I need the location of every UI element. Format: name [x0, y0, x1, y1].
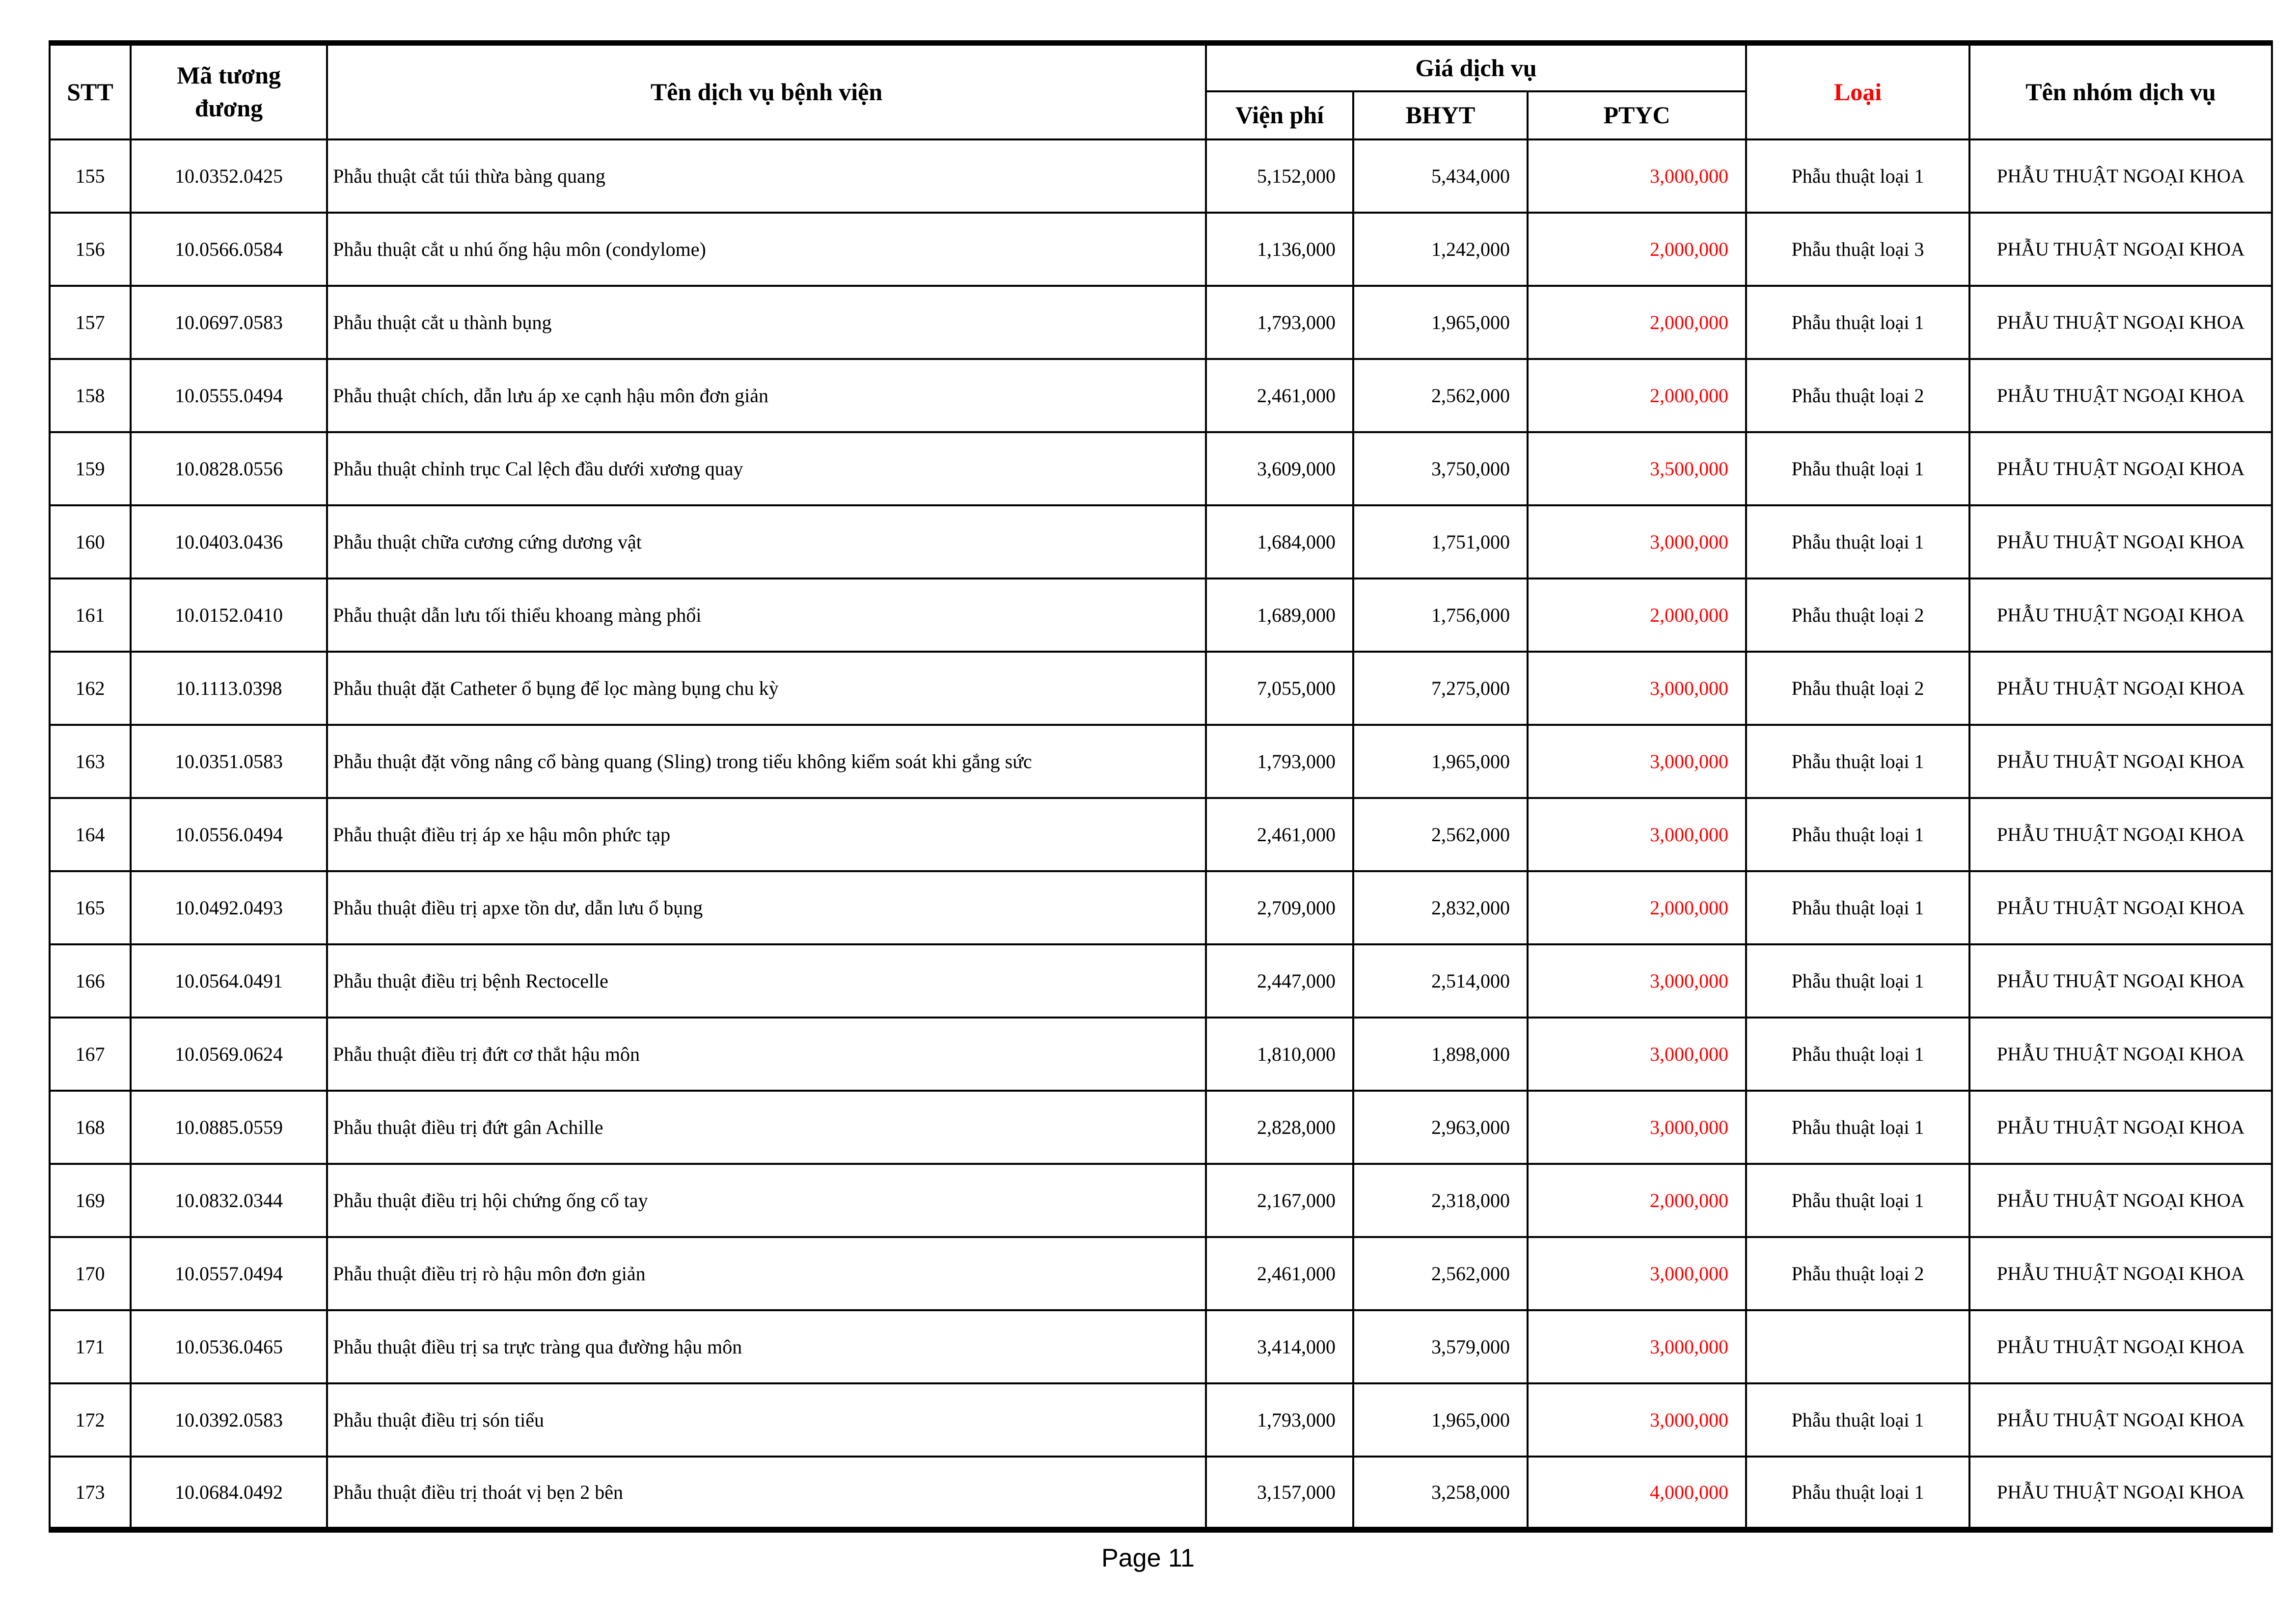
stt-cell: 173 [50, 1457, 131, 1530]
loai-cell: Phẫu thuật loại 1 [1746, 1091, 1969, 1164]
service-name-cell: Phẫu thuật điều trị són tiểu [327, 1383, 1206, 1457]
stt-cell: 163 [50, 725, 131, 798]
service-code-cell: 10.0885.0559 [131, 1091, 327, 1164]
stt-cell: 172 [50, 1383, 131, 1457]
service-name-cell: Phẫu thuật điều trị rò hậu môn đơn giản [327, 1237, 1206, 1310]
service-group-cell: PHẪU THUẬT NGOẠI KHOA [1969, 944, 2272, 1018]
bhyt-cell: 2,514,000 [1353, 944, 1528, 1018]
loai-cell: Phẫu thuật loại 3 [1746, 213, 1969, 286]
loai-cell: Phẫu thuật loại 1 [1746, 1457, 1969, 1530]
ptyc-cell: 2,000,000 [1528, 578, 1746, 652]
table-row [50, 286, 2272, 359]
vien-phi-cell: 2,447,000 [1206, 944, 1353, 1018]
service-name-cell: Phẫu thuật đặt Catheter ổ bụng để lọc màng bụng chu kỳ [327, 652, 1206, 725]
service-group-cell: PHẪU THUẬT NGOẠI KHOA [1969, 505, 2272, 578]
stt-cell: 162 [50, 652, 131, 725]
service-group-cell: PHẪU THUẬT NGOẠI KHOA [1969, 725, 2272, 798]
bhyt-cell: 1,751,000 [1353, 505, 1528, 578]
vien-phi-cell: 1,689,000 [1206, 578, 1353, 652]
header-loai: Loại [1746, 43, 1969, 139]
service-code-cell: 10.0152.0410 [131, 578, 327, 652]
service-name-cell: Phẫu thuật cắt u thành bụng [327, 286, 1206, 359]
bhyt-cell: 2,832,000 [1353, 871, 1528, 944]
service-group-cell: PHẪU THUẬT NGOẠI KHOA [1969, 578, 2272, 652]
service-code-cell: 10.0697.0583 [131, 286, 327, 359]
bhyt-cell: 3,258,000 [1353, 1457, 1528, 1530]
service-name-cell: Phẫu thuật chữa cương cứng dương vật [327, 505, 1206, 578]
service-code-cell: 10.1113.0398 [131, 652, 327, 725]
ptyc-cell: 3,000,000 [1528, 139, 1746, 213]
loai-cell: Phẫu thuật loại 1 [1746, 944, 1969, 1018]
header-vien-phi: Viện phí [1206, 91, 1353, 139]
loai-cell: Phẫu thuật loại 1 [1746, 432, 1969, 505]
table-row [50, 578, 2272, 652]
service-group-cell: PHẪU THUẬT NGOẠI KHOA [1969, 1310, 2272, 1383]
service-group-cell: PHẪU THUẬT NGOẠI KHOA [1969, 1383, 2272, 1457]
service-code-cell: 10.0828.0556 [131, 432, 327, 505]
service-group-cell: PHẪU THUẬT NGOẠI KHOA [1969, 213, 2272, 286]
table-row [50, 1164, 2272, 1237]
vien-phi-cell: 2,461,000 [1206, 359, 1353, 432]
service-group-cell: PHẪU THUẬT NGOẠI KHOA [1969, 432, 2272, 505]
vien-phi-cell: 1,793,000 [1206, 725, 1353, 798]
table-body [50, 139, 2272, 1530]
service-code-cell: 10.0569.0624 [131, 1018, 327, 1091]
service-group-cell: PHẪU THUẬT NGOẠI KHOA [1969, 1018, 2272, 1091]
stt-cell: 160 [50, 505, 131, 578]
ptyc-cell: 2,000,000 [1528, 359, 1746, 432]
service-group-cell: PHẪU THUẬT NGOẠI KHOA [1969, 1237, 2272, 1310]
loai-cell: Phẫu thuật loại 2 [1746, 1237, 1969, 1310]
stt-cell: 171 [50, 1310, 131, 1383]
service-code-cell: 10.0832.0344 [131, 1164, 327, 1237]
loai-cell: Phẫu thuật loại 1 [1746, 871, 1969, 944]
loai-cell [1746, 1310, 1969, 1383]
table-row [50, 1457, 2272, 1530]
service-group-cell: PHẪU THUẬT NGOẠI KHOA [1969, 1457, 2272, 1530]
ptyc-cell: 3,000,000 [1528, 505, 1746, 578]
vien-phi-cell: 1,793,000 [1206, 1383, 1353, 1457]
ptyc-cell: 2,000,000 [1528, 871, 1746, 944]
bhyt-cell: 3,750,000 [1353, 432, 1528, 505]
service-name-cell: Phẫu thuật điều trị apxe tồn dư, dẫn lưu ổ bụng [327, 871, 1206, 944]
table-row [50, 359, 2272, 432]
stt-cell: 164 [50, 798, 131, 871]
bhyt-cell: 1,965,000 [1353, 1383, 1528, 1457]
service-name-cell: Phẫu thuật điều trị thoát vị bẹn 2 bên [327, 1457, 1206, 1530]
ptyc-cell: 3,000,000 [1528, 1091, 1746, 1164]
table-header [50, 43, 2272, 139]
service-code-cell: 10.0564.0491 [131, 944, 327, 1018]
loai-cell: Phẫu thuật loại 1 [1746, 139, 1969, 213]
table-row [50, 798, 2272, 871]
service-name-cell: Phẫu thuật dẫn lưu tối thiểu khoang màng phổi [327, 578, 1206, 652]
service-code-cell: 10.0555.0494 [131, 359, 327, 432]
service-name-cell: Phẫu thuật điều trị sa trực tràng qua đường hậu môn [327, 1310, 1206, 1383]
ptyc-cell: 3,000,000 [1528, 1310, 1746, 1383]
loai-cell: Phẫu thuật loại 2 [1746, 578, 1969, 652]
table-row [50, 139, 2272, 213]
ptyc-cell: 2,000,000 [1528, 213, 1746, 286]
header-service-group: Tên nhóm dịch vụ [1969, 43, 2272, 139]
stt-cell: 155 [50, 139, 131, 213]
service-name-cell: Phẫu thuật đặt võng nâng cổ bàng quang (Sling) trong tiểu không kiểm soát khi gắng sức [327, 725, 1206, 798]
vien-phi-cell: 2,828,000 [1206, 1091, 1353, 1164]
page-number: Page 11 [1101, 1544, 1195, 1572]
ptyc-cell: 2,000,000 [1528, 1164, 1746, 1237]
bhyt-cell: 2,562,000 [1353, 798, 1528, 871]
bhyt-cell: 1,756,000 [1353, 578, 1528, 652]
vien-phi-cell: 7,055,000 [1206, 652, 1353, 725]
header-code: Mã tương đương [131, 43, 327, 139]
service-group-cell: PHẪU THUẬT NGOẠI KHOA [1969, 798, 2272, 871]
service-code-cell: 10.0392.0583 [131, 1383, 327, 1457]
ptyc-cell: 2,000,000 [1528, 286, 1746, 359]
service-group-cell: PHẪU THUẬT NGOẠI KHOA [1969, 652, 2272, 725]
ptyc-cell: 4,000,000 [1528, 1457, 1746, 1530]
service-code-cell: 10.0556.0494 [131, 798, 327, 871]
ptyc-cell: 3,500,000 [1528, 432, 1746, 505]
bhyt-cell: 1,898,000 [1353, 1018, 1528, 1091]
table-row [50, 1310, 2272, 1383]
table-row [50, 213, 2272, 286]
service-code-cell: 10.0536.0465 [131, 1310, 327, 1383]
loai-cell: Phẫu thuật loại 1 [1746, 1383, 1969, 1457]
ptyc-cell: 3,000,000 [1528, 798, 1746, 871]
service-code-cell: 10.0403.0436 [131, 505, 327, 578]
service-name-cell: Phẫu thuật điều trị áp xe hậu môn phức tạp [327, 798, 1206, 871]
stt-cell: 167 [50, 1018, 131, 1091]
ptyc-cell: 3,000,000 [1528, 1018, 1746, 1091]
vien-phi-cell: 1,793,000 [1206, 286, 1353, 359]
service-name-cell: Phẫu thuật điều trị đứt cơ thắt hậu môn [327, 1018, 1206, 1091]
service-code-cell: 10.0566.0584 [131, 213, 327, 286]
loai-cell: Phẫu thuật loại 1 [1746, 798, 1969, 871]
header-ptyc: PTYC [1528, 91, 1746, 139]
bhyt-cell: 2,318,000 [1353, 1164, 1528, 1237]
service-code-cell: 10.0557.0494 [131, 1237, 327, 1310]
service-code-cell: 10.0352.0425 [131, 139, 327, 213]
vien-phi-cell: 3,414,000 [1206, 1310, 1353, 1383]
loai-cell: Phẫu thuật loại 1 [1746, 1164, 1969, 1237]
bhyt-cell: 7,275,000 [1353, 652, 1528, 725]
stt-cell: 165 [50, 871, 131, 944]
table-row [50, 1383, 2272, 1457]
bhyt-cell: 2,562,000 [1353, 359, 1528, 432]
vien-phi-cell: 2,461,000 [1206, 1237, 1353, 1310]
service-name-cell: Phẫu thuật điều trị đứt gân Achille [327, 1091, 1206, 1164]
bhyt-cell: 2,963,000 [1353, 1091, 1528, 1164]
service-price-table [49, 40, 2273, 1533]
bhyt-cell: 2,562,000 [1353, 1237, 1528, 1310]
service-name-cell: Phẫu thuật điều trị hội chứng ống cổ tay [327, 1164, 1206, 1237]
table-row [50, 871, 2272, 944]
vien-phi-cell: 2,167,000 [1206, 1164, 1353, 1237]
service-code-cell: 10.0351.0583 [131, 725, 327, 798]
table-row [50, 725, 2272, 798]
service-name-cell: Phẫu thuật chích, dẫn lưu áp xe cạnh hậu môn đơn giản [327, 359, 1206, 432]
vien-phi-cell: 5,152,000 [1206, 139, 1353, 213]
ptyc-cell: 3,000,000 [1528, 725, 1746, 798]
stt-cell: 170 [50, 1237, 131, 1310]
table-row [50, 1237, 2272, 1310]
stt-cell: 161 [50, 578, 131, 652]
service-group-cell: PHẪU THUẬT NGOẠI KHOA [1969, 871, 2272, 944]
table-row [50, 944, 2272, 1018]
header-service-name: Tên dịch vụ bệnh viện [327, 43, 1206, 139]
vien-phi-cell: 2,461,000 [1206, 798, 1353, 871]
vien-phi-cell: 2,709,000 [1206, 871, 1353, 944]
header-bhyt: BHYT [1353, 91, 1528, 139]
table-row [50, 432, 2272, 505]
stt-cell: 156 [50, 213, 131, 286]
table-row [50, 505, 2272, 578]
table-row [50, 1091, 2272, 1164]
vien-phi-cell: 3,609,000 [1206, 432, 1353, 505]
ptyc-cell: 3,000,000 [1528, 1383, 1746, 1457]
bhyt-cell: 1,242,000 [1353, 213, 1528, 286]
stt-cell: 166 [50, 944, 131, 1018]
service-group-cell: PHẪU THUẬT NGOẠI KHOA [1969, 359, 2272, 432]
loai-cell: Phẫu thuật loại 2 [1746, 359, 1969, 432]
bhyt-cell: 1,965,000 [1353, 725, 1528, 798]
service-name-cell: Phẫu thuật cắt túi thừa bàng quang [327, 139, 1206, 213]
service-group-cell: PHẪU THUẬT NGOẠI KHOA [1969, 139, 2272, 213]
service-group-cell: PHẪU THUẬT NGOẠI KHOA [1969, 1164, 2272, 1237]
table-row [50, 652, 2272, 725]
vien-phi-cell: 1,684,000 [1206, 505, 1353, 578]
ptyc-cell: 3,000,000 [1528, 944, 1746, 1018]
loai-cell: Phẫu thuật loại 1 [1746, 505, 1969, 578]
loai-cell: Phẫu thuật loại 1 [1746, 286, 1969, 359]
header-stt: STT [50, 43, 131, 139]
table-row [50, 1018, 2272, 1091]
loai-cell: Phẫu thuật loại 2 [1746, 652, 1969, 725]
stt-cell: 169 [50, 1164, 131, 1237]
vien-phi-cell: 3,157,000 [1206, 1457, 1353, 1530]
service-name-cell: Phẫu thuật cắt u nhú ống hậu môn (condylome) [327, 213, 1206, 286]
ptyc-cell: 3,000,000 [1528, 652, 1746, 725]
stt-cell: 168 [50, 1091, 131, 1164]
bhyt-cell: 1,965,000 [1353, 286, 1528, 359]
vien-phi-cell: 1,810,000 [1206, 1018, 1353, 1091]
service-group-cell: PHẪU THUẬT NGOẠI KHOA [1969, 1091, 2272, 1164]
loai-cell: Phẫu thuật loại 1 [1746, 1018, 1969, 1091]
service-code-cell: 10.0684.0492 [131, 1457, 327, 1530]
bhyt-cell: 3,579,000 [1353, 1310, 1528, 1383]
bhyt-cell: 5,434,000 [1353, 139, 1528, 213]
loai-cell: Phẫu thuật loại 1 [1746, 725, 1969, 798]
service-group-cell: PHẪU THUẬT NGOẠI KHOA [1969, 286, 2272, 359]
service-name-cell: Phẫu thuật chỉnh trục Cal lệch đầu dưới xương quay [327, 432, 1206, 505]
stt-cell: 158 [50, 359, 131, 432]
stt-cell: 157 [50, 286, 131, 359]
stt-cell: 159 [50, 432, 131, 505]
service-code-cell: 10.0492.0493 [131, 871, 327, 944]
vien-phi-cell: 1,136,000 [1206, 213, 1353, 286]
ptyc-cell: 3,000,000 [1528, 1237, 1746, 1310]
header-price-group: Giá dịch vụ [1206, 43, 1746, 91]
service-name-cell: Phẫu thuật điều trị bệnh Rectocelle [327, 944, 1206, 1018]
